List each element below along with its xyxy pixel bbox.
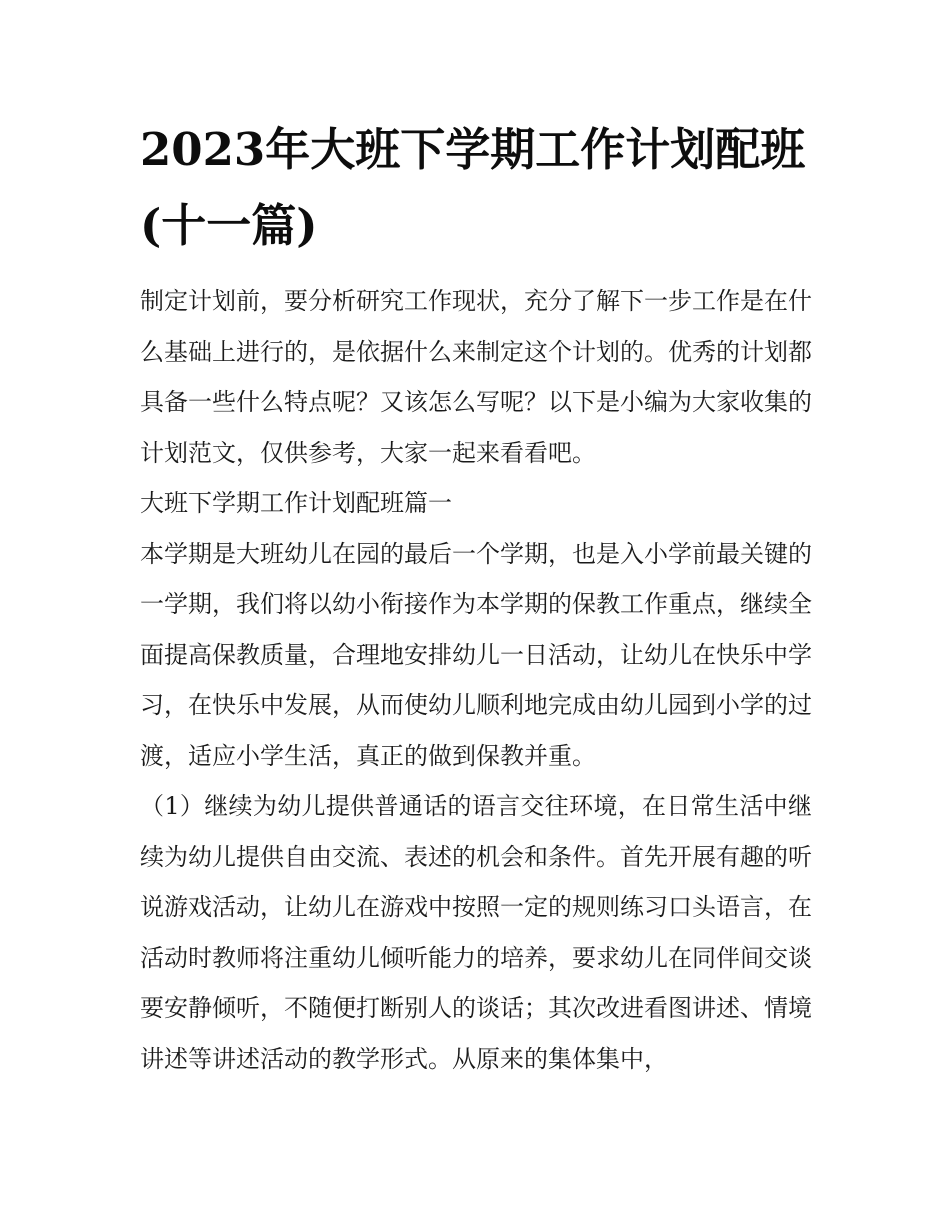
document-page <box>140 112 812 1084</box>
document-body <box>140 276 812 1084</box>
section-heading: 大班下学期工作计划配班篇一 <box>140 489 452 517</box>
paragraph-overview: 本学期是大班幼儿在园的最后一个学期，也是入小学前最关键的一学期，我们将以幼小衔接作为本学期的保教工作重点，继续全面提高保教质量，合理地安排幼儿一日活动，让幼儿在快乐中学习，在快乐中发展，从而使幼儿顺利地完成由幼儿园到小学的过渡，适应小学生活，真正的做到保教并重。 <box>140 539 812 770</box>
paragraph-item-1: （1）继续为幼儿提供普通话的语言交往环境，在日常生活中继续为幼儿提供自由交流、表述的机会和条件。首先开展有趣的听说游戏活动，让幼儿在游戏中按照一定的规则练习口头语言，在活动时教师将注重幼儿倾听能力的培养，要求幼儿在同伴间交谈要安静倾听，不随便打断别人的谈话；其次改进看图讲述、情境讲述等讲述活动的教学形式。从原来的集体集中， <box>140 792 812 1073</box>
paragraph-intro: 制定计划前，要分析研究工作现状，充分了解下一步工作是在什么基础上进行的，是依据什么来制定这个计划的。优秀的计划都具备一些什么特点呢？又该怎么写呢？以下是小编为大家收集的计划范文，仅供参考，大家一起来看看吧。 <box>140 287 812 467</box>
document-title: 2023年大班下学期工作计划配班(十一篇) <box>140 123 806 252</box>
